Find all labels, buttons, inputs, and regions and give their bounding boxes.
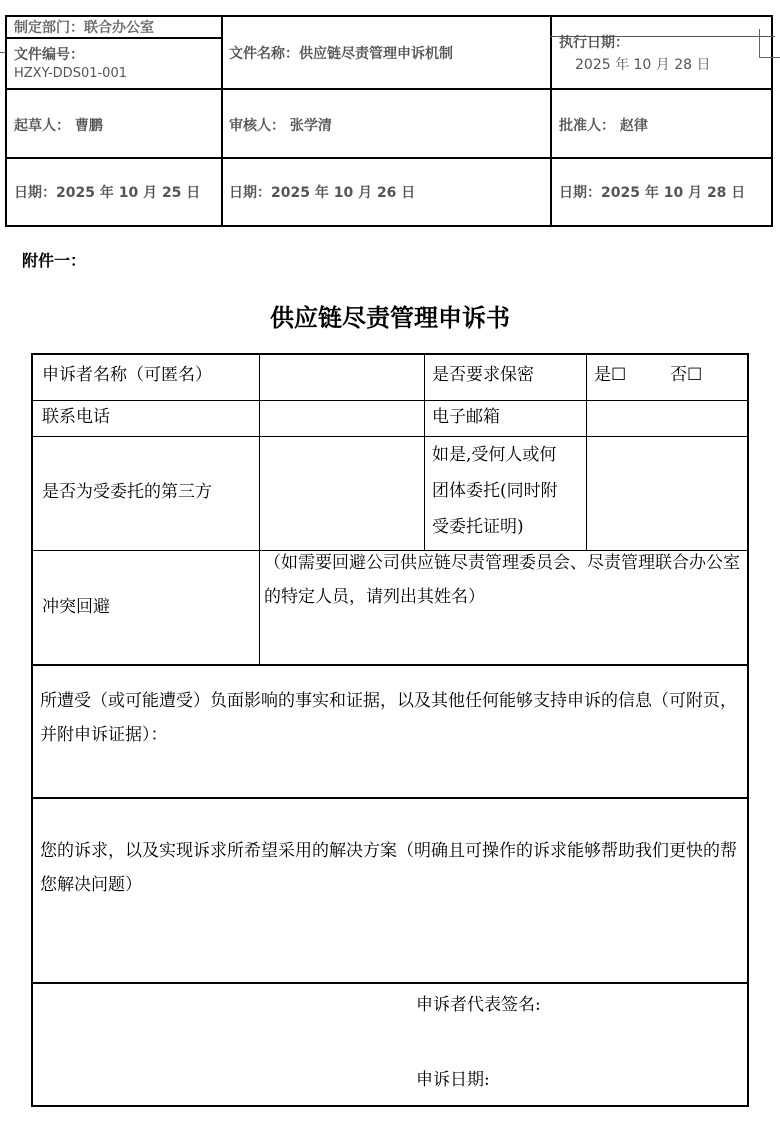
phone-field[interactable]	[260, 400, 418, 434]
doc-name: 文件名称：供应链尽责管理申诉机制	[229, 46, 453, 62]
confidential-label: 是否要求保密	[432, 365, 534, 385]
approver: 批准人： 赵律	[559, 118, 648, 134]
complainant-name-field[interactable]	[260, 356, 418, 398]
entrusted-by-label-line2: 团体委托(同时附	[432, 481, 558, 501]
dept-label: 制定部门：联合办公室	[14, 20, 154, 36]
attachment-label: 附件一：	[22, 251, 87, 270]
email-label: 电子邮箱	[432, 407, 500, 427]
third-party-label: 是否为受委托的第三方	[42, 482, 212, 502]
confidential-no-checkbox[interactable]: 否☐	[670, 365, 703, 385]
header-divider	[221, 17, 223, 225]
conflict-note[interactable]: （如需要回避公司供应链尽责管理委员会、尽责管理联合办公室的特定人员，请列出其姓名）	[264, 553, 740, 607]
row-divider	[33, 982, 747, 984]
header-divider	[7, 88, 771, 90]
entrusted-by-field[interactable]	[586, 437, 746, 547]
third-party-field[interactable]	[260, 437, 418, 547]
exec-date-label: 执行日期：	[559, 35, 629, 51]
doc-number-value: HZXY-DDS01-001	[14, 66, 127, 81]
margin-tick	[0, 52, 6, 53]
facts-evidence-field[interactable]: 所遭受（或可能遭受）负面影响的事实和证据，以及其他任何能够支持申诉的信息（可附页，并附申诉证据）：	[40, 691, 737, 745]
header-divider	[7, 37, 221, 39]
review-date: 日期：2025 年 10 月 26 日	[229, 185, 416, 201]
margin-tick	[759, 29, 760, 57]
reviewer: 审核人： 张学清	[229, 118, 332, 134]
complainant-name-label: 申诉者名称（可匿名）	[42, 365, 212, 385]
header-divider	[7, 157, 771, 159]
confidential-yes-checkbox[interactable]: 是☐	[594, 365, 627, 385]
header-divider	[550, 17, 552, 225]
row-divider	[33, 797, 747, 799]
phone-label: 联系电话	[42, 407, 110, 427]
approve-date: 日期：2025 年 10 月 28 日	[559, 185, 746, 201]
entrusted-by-label-line3: 受委托证明)	[432, 517, 524, 537]
entrusted-by-label-line1: 如是,受何人或何	[432, 445, 557, 465]
row-divider	[33, 664, 747, 666]
draft-date: 日期：2025 年 10 月 25 日	[14, 185, 201, 201]
drafter: 起草人： 曹鹏	[14, 118, 103, 134]
signature-label[interactable]: 申诉者代表签名:	[416, 995, 541, 1015]
demands-field[interactable]: 您的诉求，以及实现诉求所希望采用的解决方案（明确且可操作的诉求能够帮助我们更快的帮您解决问题）	[40, 841, 737, 895]
exec-date-value: 2025 年 10 月 28 日	[575, 57, 711, 73]
complaint-date-label[interactable]: 申诉日期:	[416, 1070, 490, 1090]
margin-tick	[759, 57, 780, 58]
col-divider	[424, 355, 425, 550]
conflict-label: 冲突回避	[42, 597, 110, 617]
doc-number-label: 文件编号：	[14, 47, 84, 63]
email-field[interactable]	[586, 400, 746, 434]
form-title: 供应链尽责管理申诉书	[270, 303, 510, 332]
